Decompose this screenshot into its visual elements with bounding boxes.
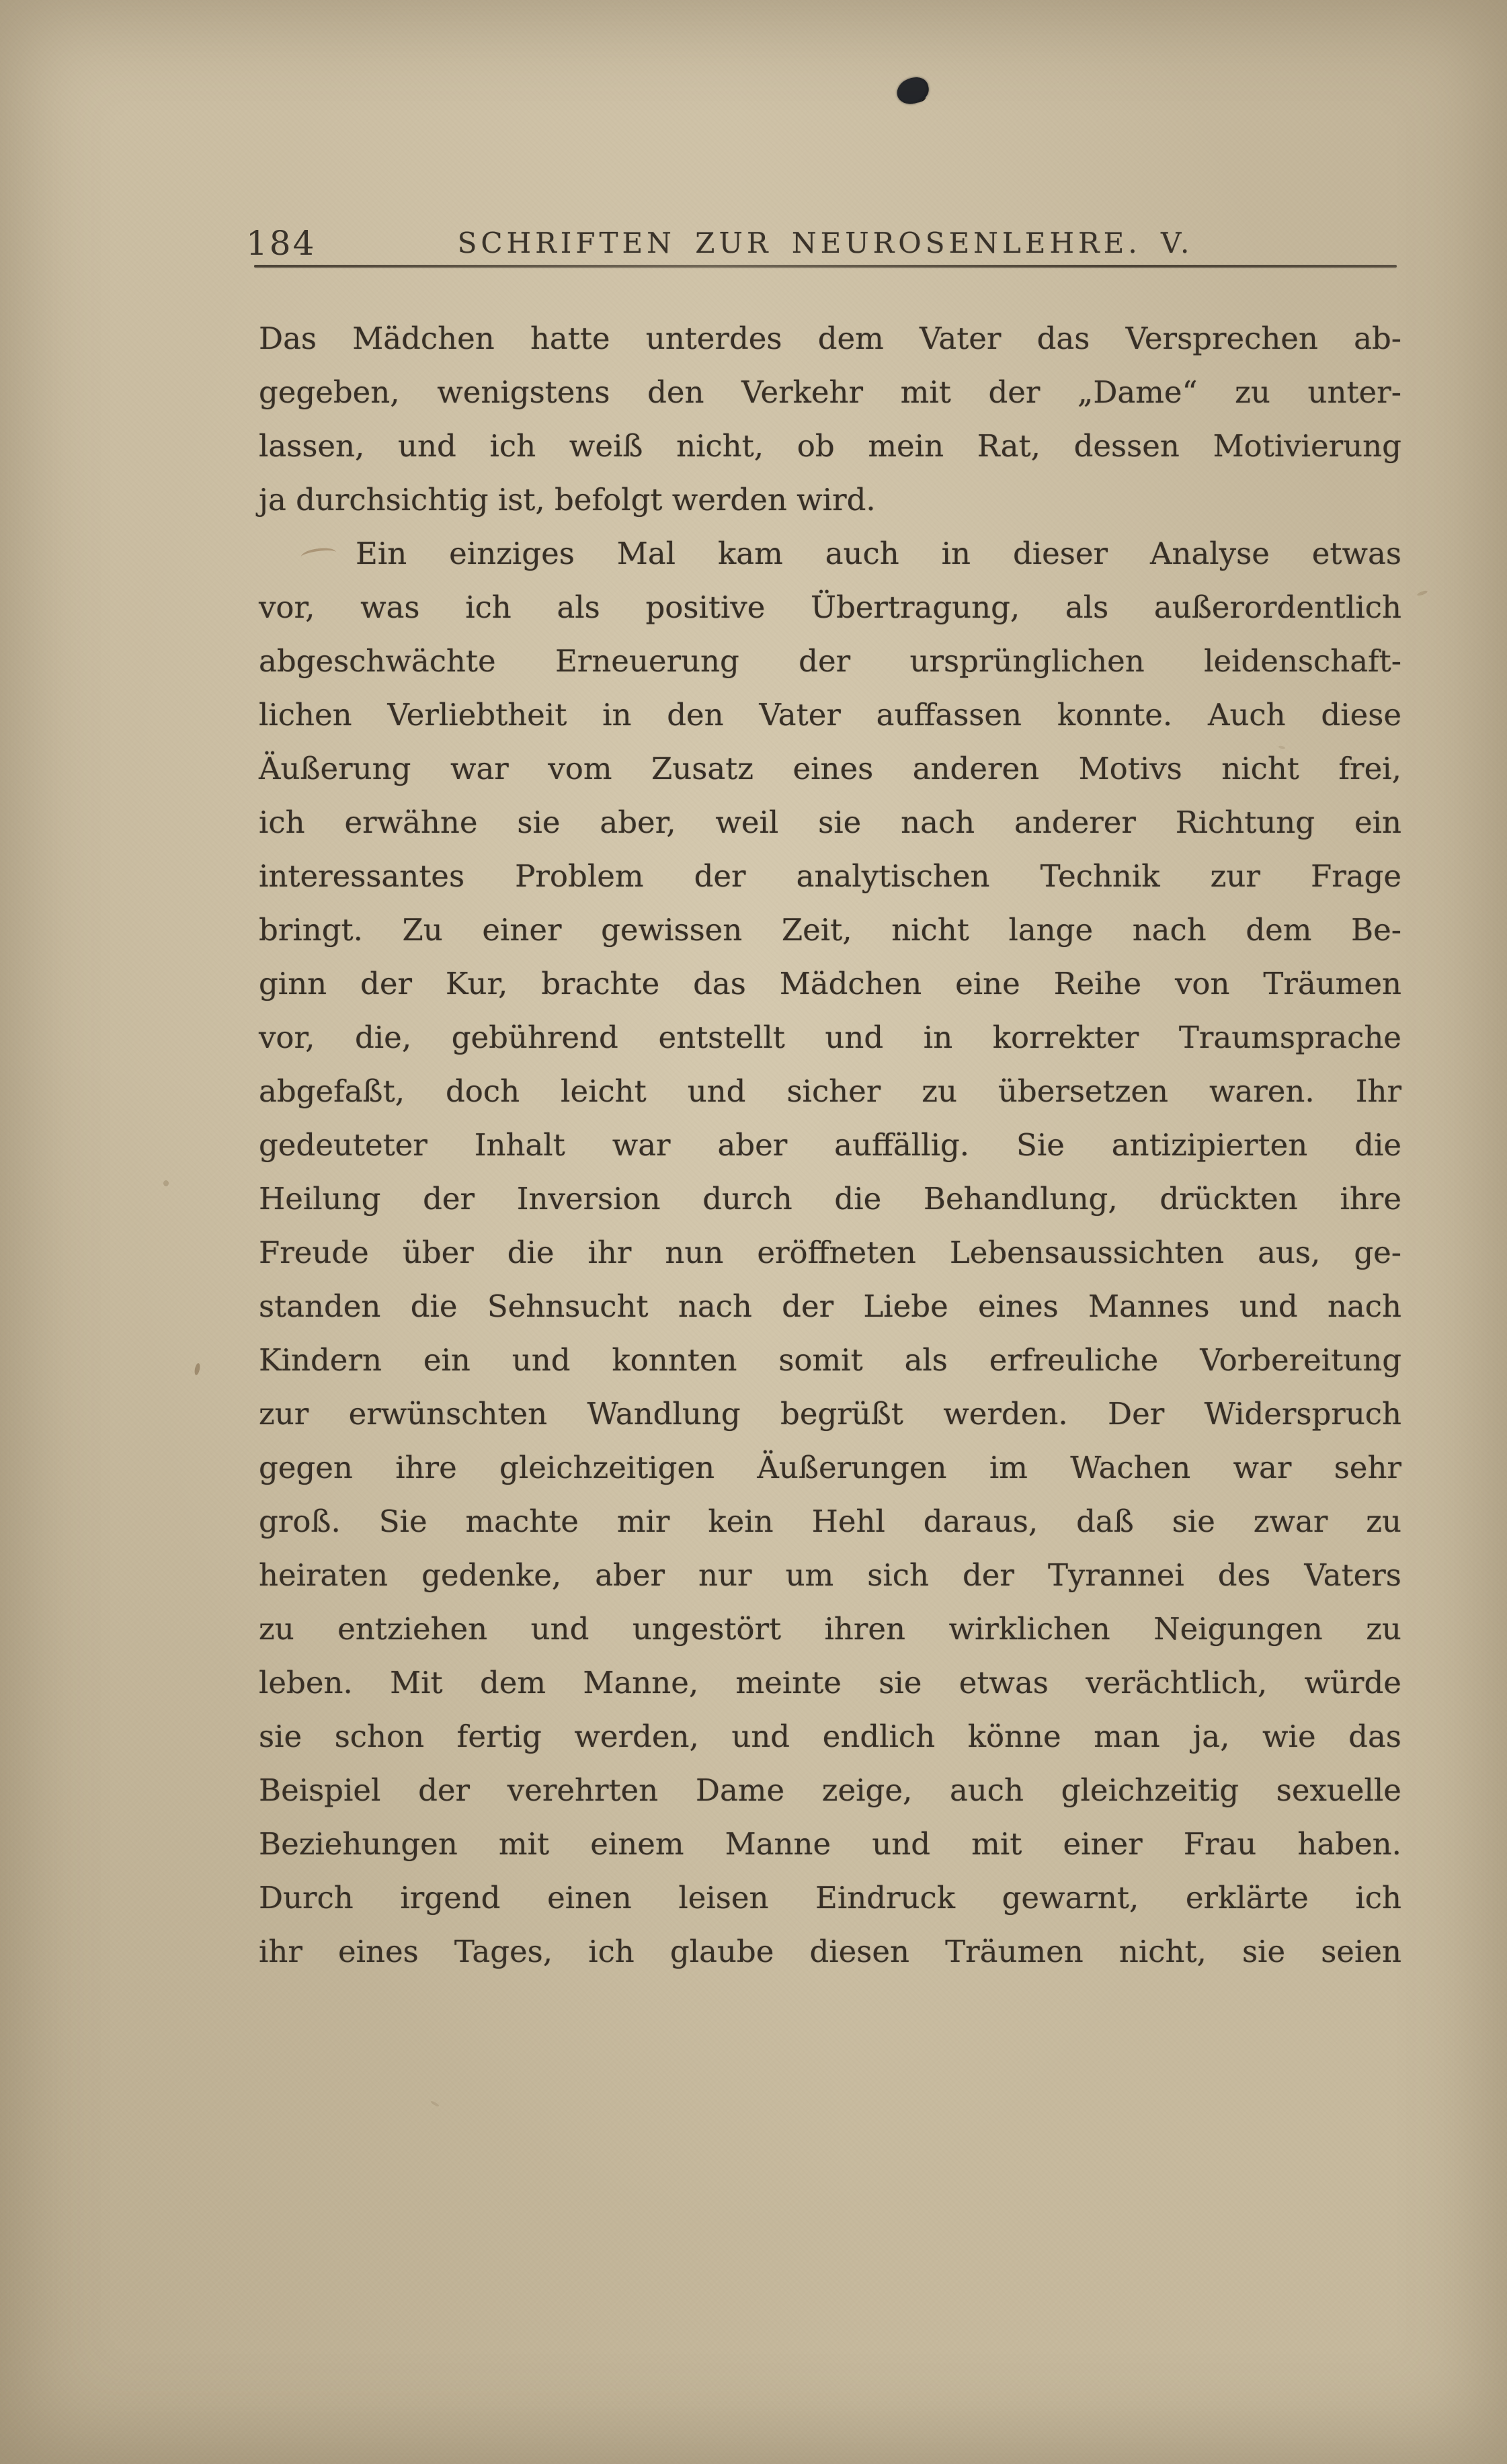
text-line-p2-19: groß. Sie machte mir kein Hehl daraus, daß sie zwar zu xyxy=(259,1504,1401,1539)
text-line-p1-2: gegeben, wenigstens den Verkehr mit der „Dame“ zu unter- xyxy=(259,374,1401,410)
text-line-p2-1: Ein einziges Mal kam auch in dieser Analyse etwas xyxy=(356,536,1401,571)
paper-fiber-speck xyxy=(194,1362,201,1375)
text-line-p1-3: lassen, und ich weiß nicht, ob mein Rat, dessen Motivierung xyxy=(259,428,1401,464)
text-line-p2-4: lichen Verliebtheit in den Vater auffassen konnte. Auch diese xyxy=(259,697,1401,733)
text-line-p2-18: gegen ihre gleichzeitigen Äußerungen im Wachen war sehr xyxy=(259,1450,1401,1485)
text-line-p2-24: Beispiel der verehrten Dame zeige, auch gleichzeitig sexuelle xyxy=(259,1772,1401,1808)
text-line-p2-17: zur erwünschten Wandlung begrüßt werden. Der Widerspruch xyxy=(259,1396,1401,1432)
text-line-p2-16: Kindern ein und konnten somit als erfreuliche Vorbereitung xyxy=(259,1342,1401,1378)
text-line-p2-10: vor, die, gebührend entstellt und in korrekter Traumsprache xyxy=(259,1020,1401,1055)
paper-fiber-speck xyxy=(1417,589,1428,596)
paper-fiber-speck xyxy=(163,1180,169,1186)
text-line-p2-13: Heilung der Inversion durch die Behandlung, drückten ihre xyxy=(259,1181,1401,1217)
text-line-p2-27: ihr eines Tages, ich glaube diesen Träumen nicht, sie seien xyxy=(259,1934,1401,1969)
text-line-p2-14: Freude über die ihr nun eröffneten Lebensaussichten aus, ge- xyxy=(259,1235,1401,1270)
text-line-p2-15: standen die Sehnsucht nach der Liebe eines Mannes und nach xyxy=(259,1288,1401,1324)
text-line-p2-21: zu entziehen und ungestört ihren wirklichen Neigungen zu xyxy=(259,1611,1401,1647)
running-head: SCHRIFTEN ZUR NEUROSENLEHRE. V. xyxy=(457,227,1194,259)
page-number: 184 xyxy=(246,224,317,263)
text-line-p2-25: Beziehungen mit einem Manne und mit einer Frau haben. xyxy=(259,1826,1401,1862)
text-line-p2-9: ginn der Kur, brachte das Mädchen eine Reihe von Träumen xyxy=(259,966,1401,1001)
text-line-p2-7: interessantes Problem der analytischen Technik zur Frage xyxy=(259,858,1401,894)
text-line-p2-22: leben. Mit dem Manne, meinte sie etwas verächtlich, würde xyxy=(259,1665,1401,1700)
paper-fiber-speck xyxy=(430,2100,440,2107)
text-line-p2-12: gedeuteter Inhalt war aber auffällig. Sie antizipierten die xyxy=(259,1127,1401,1163)
text-line-p2-11: abgefaßt, doch leicht und sicher zu übersetzen waren. Ihr xyxy=(259,1073,1401,1109)
text-line-p2-3: abgeschwächte Erneuerung der ursprünglichen leidenschaft- xyxy=(259,643,1401,679)
text-line-p2-5: Äußerung war vom Zusatz eines anderen Motivs nicht frei, xyxy=(259,751,1401,786)
header-rule xyxy=(254,265,1397,268)
text-line-p2-8: bringt. Zu einer gewissen Zeit, nicht lange nach dem Be- xyxy=(259,912,1401,948)
text-line-p2-23: sie schon fertig werden, und endlich könne man ja, wie das xyxy=(259,1719,1401,1754)
text-line-p2-2: vor, was ich als positive Übertragung, als außerordentlich xyxy=(259,589,1401,625)
text-line-p2-20: heiraten gedenke, aber nur um sich der Tyrannei des Vaters xyxy=(259,1557,1401,1593)
text-line-p1-1: Das Mädchen hatte unterdes dem Vater das Versprechen ab- xyxy=(259,321,1401,356)
text-line-p2-26: Durch irgend einen leisen Eindruck gewarnt, erklärte ich xyxy=(259,1880,1401,1916)
page-header xyxy=(246,219,1397,268)
text-line-p1-4: ja durchsichtig ist, befolgt werden wird. xyxy=(259,482,876,518)
ink-blot-stain xyxy=(894,75,932,107)
text-line-p2-6: ich erwähne sie aber, weil sie nach anderer Richtung ein xyxy=(259,805,1401,840)
body-text xyxy=(259,312,1401,1979)
